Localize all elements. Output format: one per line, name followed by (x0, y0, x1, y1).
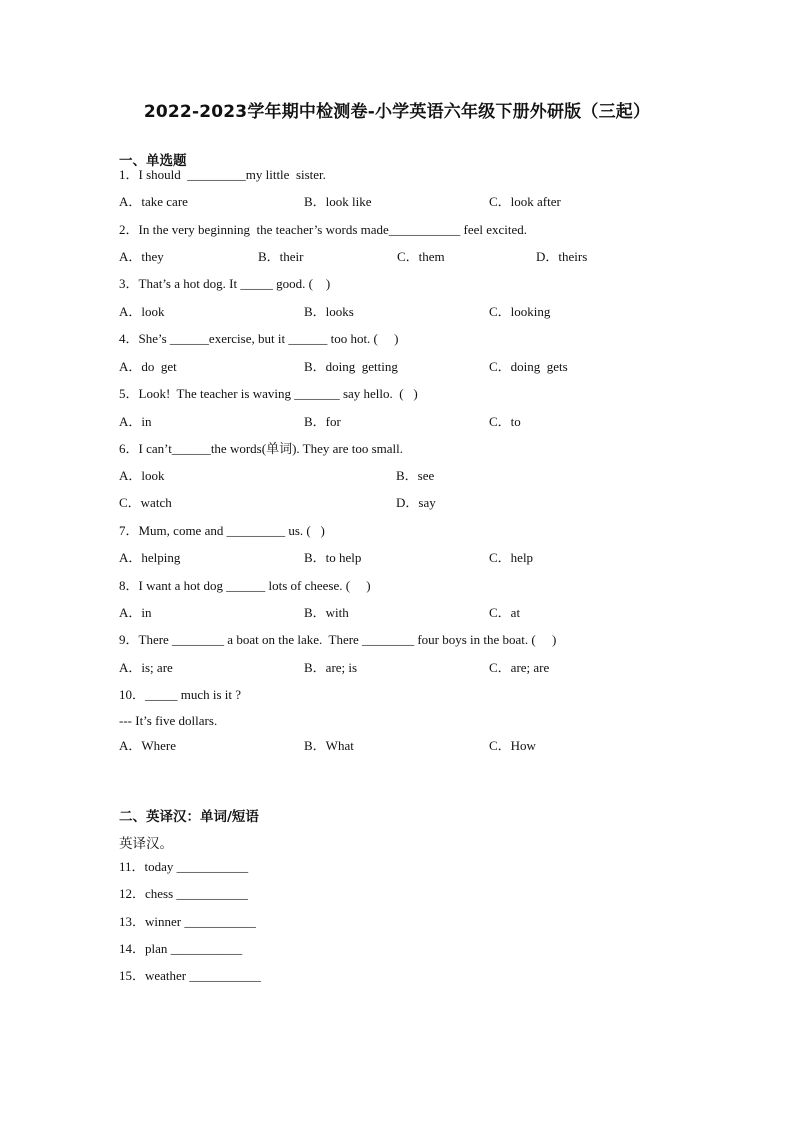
option-a: A．is; are (119, 660, 173, 675)
question-stem: 7．Mum, come and _________ us. ( ) (119, 523, 325, 538)
option-b: B．looks (304, 304, 354, 319)
question-stem: 2．In the very beginning the teacher’s words made___________ feel excited. (119, 222, 528, 237)
question-stem-answer: --- It’s five dollars. (119, 713, 218, 728)
section-instruction: 英译汉。 (119, 836, 173, 852)
option-c: C．How (489, 738, 536, 753)
translation-item: 12．chess ___________ (119, 886, 248, 901)
option-c: C．looking (489, 304, 551, 319)
option-a: A．take care (119, 194, 188, 209)
option-c: C．help (489, 550, 534, 565)
option-a: A．in (119, 605, 152, 620)
option-c: C．are; are (489, 660, 550, 675)
option-a: A．in (119, 414, 152, 429)
question-stem: 9．There ________ a boat on the lake. There ________ four boys in the boat. ( ) (119, 632, 557, 647)
question-stem: 3．That’s a hot dog. It _____ good. ( ) (119, 276, 331, 291)
question-stem: 1．I should _________my little sister. (119, 167, 326, 182)
option-c: C．them (397, 249, 445, 264)
question-stem: 8．I want a hot dog ______ lots of cheese. ( ) (119, 578, 371, 593)
option-c: C．to (489, 414, 521, 429)
question-stem: 10．_____ much is it ? (119, 687, 242, 702)
question-stem: 5．Look! The teacher is waving _______ say hello. ( ) (119, 386, 418, 401)
section-heading-single-choice: 一、单选题 (119, 153, 187, 169)
translation-item: 13．winner ___________ (119, 914, 256, 929)
option-a: A．Where (119, 738, 177, 753)
question-stem: 4．She’s ______exercise, but it ______ too hot. ( ) (119, 331, 399, 346)
option-b: B．their (258, 249, 304, 264)
option-c: C．at (489, 605, 521, 620)
translation-item: 14．plan ___________ (119, 941, 243, 956)
option-b: B．What (304, 738, 354, 753)
question-stem: 6．I can’t______the words(单词). They are too small. (119, 441, 404, 456)
option-c: C．look after (489, 194, 561, 209)
translation-item: 15．weather ___________ (119, 968, 261, 983)
option-a: A．they (119, 249, 164, 264)
option-b: B．with (304, 605, 349, 620)
option-c: C．doing gets (489, 359, 568, 374)
option-a: A．helping (119, 550, 181, 565)
translation-item: 11．today ___________ (119, 859, 249, 874)
option-b: B．are; is (304, 660, 358, 675)
option-c: C．watch (119, 495, 172, 510)
option-b: B．doing getting (304, 359, 398, 374)
option-b: B．for (304, 414, 341, 429)
option-a: A．do get (119, 359, 177, 374)
option-b: B．to help (304, 550, 362, 565)
option-d: D．theirs (536, 249, 588, 264)
option-a: A．look (119, 468, 165, 483)
page-title: 2022-2023学年期中检测卷-小学英语六年级下册外研版（三起） (143, 102, 651, 122)
option-d: D．say (396, 495, 436, 510)
option-b: B．see (396, 468, 435, 483)
section-heading-translation: 二、英译汉：单词/短语 (119, 809, 259, 825)
option-b: B．look like (304, 194, 372, 209)
option-a: A．look (119, 304, 165, 319)
